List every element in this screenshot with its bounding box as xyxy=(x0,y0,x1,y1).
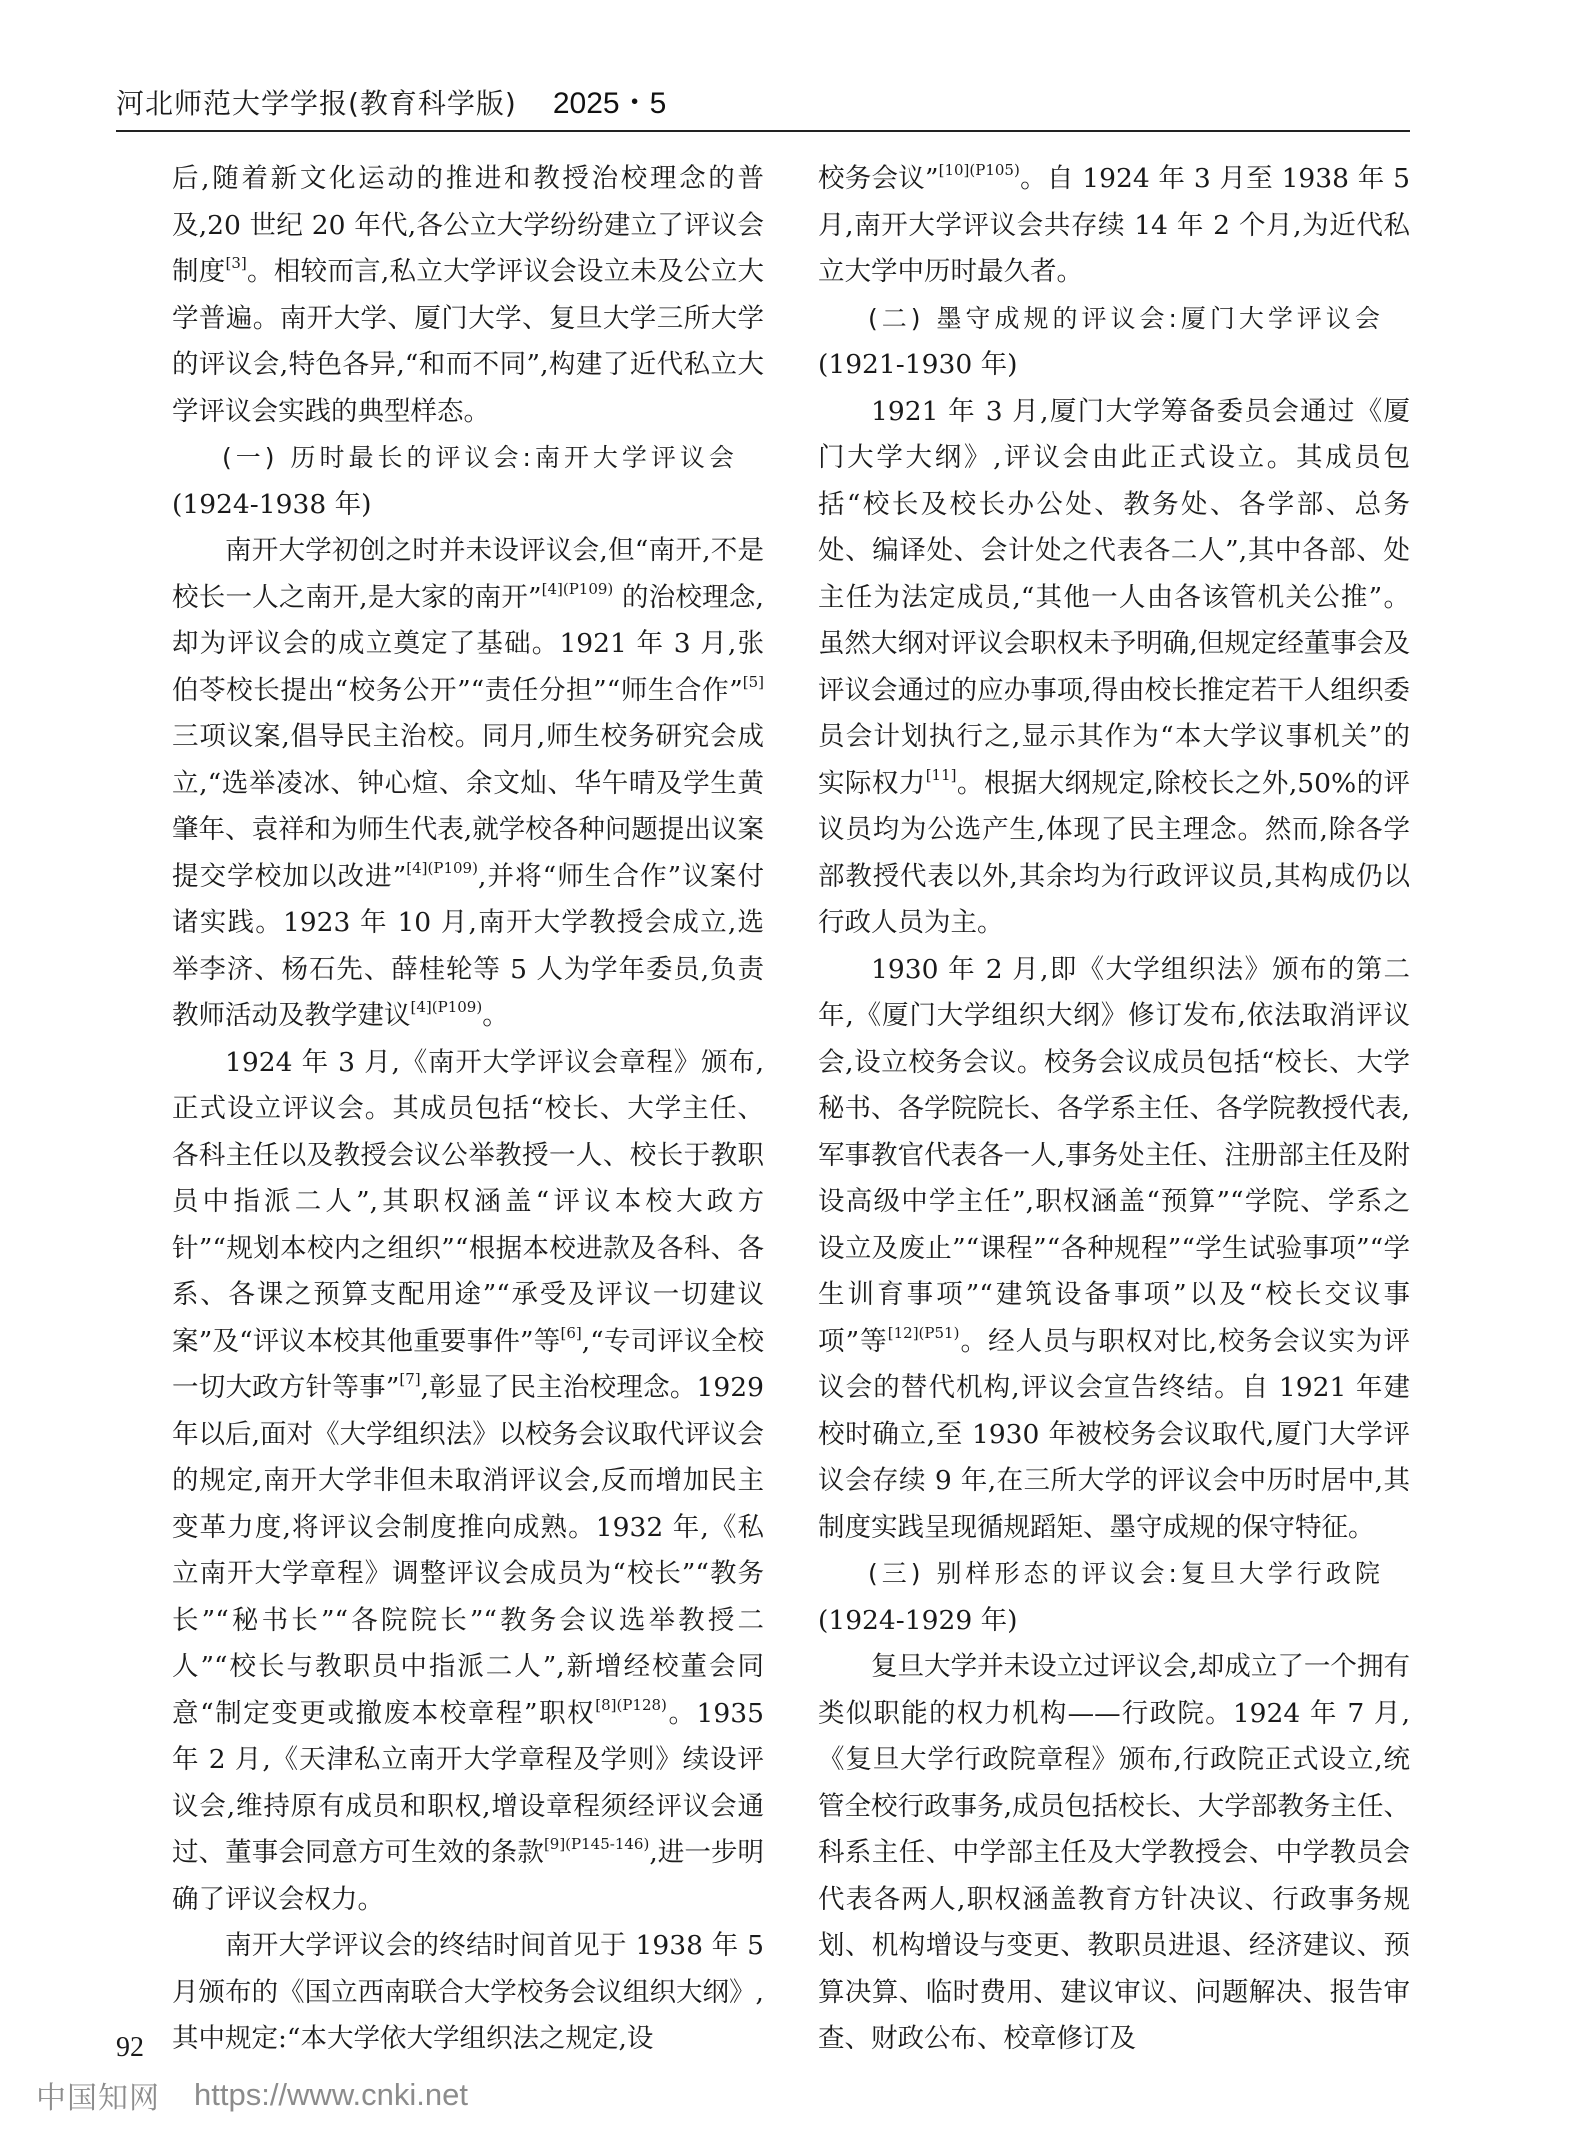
paragraph-text: 三项议案,倡导民主治校。同月,师生校务研究会成立,“选举凌冰、钟心煊、余文灿、华午晴及学生黄肇年、袁祥和为师生代表,就学校各种问题提出议案提交学校加以改进” xyxy=(172,721,764,892)
paragraph xyxy=(172,1923,764,2063)
paragraph-text: 。 xyxy=(482,1000,509,1031)
paragraph-text: ,并将“师生合作”议案付诸实践。1923 年 10 月,南开大学教授会成立,选举李济、杨石先、薛桂轮等 5 人为学年委员,负责教师活动及教学建议 xyxy=(172,860,764,1031)
paragraph-text: ,进一步明确了评议会权力。 xyxy=(172,1837,765,1915)
paragraph-text: 1930 年 2 月,即《大学组织法》颁布的第二年,《厦门大学组织大纲》修订发布,依法取消评议会,设立校务会议。校务会议成员包括“校长、大学秘书、各学院院长、各学系主任、各学院教授代表,军事教官代表各一人,事务处主任、注册部主任及附设高级中学主任”,职权涵盖“预算”“学院、学系之设立及废止”“课程”“各种规程”“学生试验事项”“学生训育事项”“建筑设备事项”以及“校长交议事项”等 xyxy=(818,953,1410,1357)
section-heading-years: (1924-1929 年) xyxy=(818,1604,1018,1636)
paragraph-text: 校务会议” xyxy=(818,163,939,194)
section-heading-fudan: (三) 别样形态的评议会:复旦大学行政院 xyxy=(868,1559,1384,1588)
paragraph-text: 的治校理念,却为评议会的成立奠定了基础。1921 年 3 月,张伯苓校长提出“校务公开”“责任分担”“师生合作” xyxy=(172,581,764,706)
citation: [4](P109) xyxy=(410,998,483,1016)
paragraph xyxy=(172,1040,764,1924)
watermark-logo-text: 中国知网 xyxy=(36,2081,160,2116)
section-heading-nankai: (一) 历时最长的评议会:南开大学评议会 xyxy=(222,443,738,472)
citation: [8](P128) xyxy=(595,1695,667,1714)
journal-issue: 2025・5 xyxy=(552,87,667,120)
paragraph-text: 。相较而言,私立大学评议会设立未及公立大学普遍。南开大学、厦门大学、复旦大学三所大学的评议会,特色各异,“和而不同”,构建了近代私立大学评议会实践的典型样态。 xyxy=(172,256,764,427)
paragraph-text: 。1935 年 2 月,《天津私立南开大学章程及学则》续设评议会,维持原有成员和职权,增设章程须经评议会通过、董事会同意方可生效的条款 xyxy=(172,1697,764,1868)
paragraph xyxy=(818,1644,1410,2063)
paragraph-text: 。经人员与职权对比,校务会议实为评议会的替代机构,评议会宣告终结。自 1921 年建校时确立,至 1930 年被校务会议取代,厦门大学评议会存续 9 年,在三所大学的评议会中历时居中,其制度实践呈现循规蹈矩、墨守成规的保守特征。 xyxy=(818,1325,1410,1543)
watermark-url: https://www.cnki.net xyxy=(194,2077,468,2112)
section-heading-xiamen: (二) 墨守成规的评议会:厦门大学评议会 xyxy=(868,303,1384,333)
running-header xyxy=(116,80,1410,132)
cnki-watermark xyxy=(36,2073,468,2117)
paragraph-text: 南开大学初创之时并未设评议会,但“南开,不是校长一人之南开,是大家的南开” xyxy=(172,535,764,613)
citation: [4](P109) xyxy=(541,579,614,598)
paragraph-text: ,彰显了民主治校理念。1929 年以后,面对《大学组织法》以校务会议取代评议会的规定,南开大学非但未取消评议会,反而增加民主变革力度,将评议会制度推向成熟。1932 年,《私立南开大学章程》调整评议会成员为“校长”“教务长”“秘书长”“各院院长”“教务会议选举教授二人”“校长与教职员中指派二人”,新增经校董会同意“制定变更或撤废本校章程”职权 xyxy=(172,1372,764,1729)
paragraph xyxy=(172,528,764,1040)
citation: [6] xyxy=(560,1323,582,1342)
citation: [3] xyxy=(225,254,247,272)
paragraph-text: 南开大学评议会的终结时间首见于 1938 年 5 月颁布的《国立西南联合大学校务会议组织大纲》,其中规定:“本大学依大学组织法之规定,设 xyxy=(172,1930,764,2054)
paragraph-text: 复旦大学并未设立过评议会,却成立了一个拥有类似职能的权力机构——行政院。1924 年 7 月,《复旦大学行政院章程》颁布,行政院正式设立,统管全校行政事务,成员包括校长、大学部教务主任、科系主任、中学部主任及大学教授会、中学教员会代表各两人,职权涵盖教育方针决议、行政事务规划、机构增设与变更、教职员进退、经济建议、预算决算、临时费用、建议审议、问题解决、报告审查、财政公布、校章修订及 xyxy=(818,1651,1410,2054)
citation: [4](P109) xyxy=(406,858,478,877)
paragraph-text: 。自 1924 年 3 月至 1938 年 5 月,南开大学评议会共存续 14 年 2 个月,为近代私立大学中历时最久者。 xyxy=(818,163,1410,287)
citation: [11] xyxy=(925,765,957,784)
paragraph xyxy=(818,947,1410,1552)
paragraph-text: 后,随着新文化运动的推进和教授治校理念的普及,20 世纪 20 年代,各公立大学纷纷建立了评议会制度 xyxy=(172,163,764,287)
left-column xyxy=(172,156,764,2063)
section-heading-years: (1921-1930 年) xyxy=(818,349,1018,380)
paragraph-text: ,“专司评议全校一切大政方针等事” xyxy=(172,1325,764,1403)
citation: [10](P105) xyxy=(938,161,1020,179)
page-number: 92 xyxy=(116,2032,144,2063)
citation: [12](P51) xyxy=(887,1323,960,1342)
journal-title: 河北师范大学学报(教育科学版) xyxy=(116,87,517,120)
paragraph-text: 。根据大纲规定,除校长之外,50%的评议员均为公选产生,体现了民主理念。然而,除各学部教授代表以外,其余均为行政评议员,其构成仍以行政人员为主。 xyxy=(818,767,1411,938)
paragraph xyxy=(172,156,764,435)
citation: [7] xyxy=(399,1370,421,1388)
paragraph-text: 1924 年 3 月,《南开大学评议会章程》颁布,正式设立评议会。其成员包括“校长、大学主任、各科主任以及教授会议公举教授一人、校长于教职员中指派二人”,其职权涵盖“评议本校大政方针”“规划本校内之组织”“根据本校进款及各科、各系、各课之预算支配用途”“承受及评议一切建议案”及“评议本校其他重要事件”等 xyxy=(172,1046,764,1357)
right-column xyxy=(818,156,1410,2063)
citation: [9](P145-146) xyxy=(543,1835,650,1853)
section-heading-years: (1924-1938 年) xyxy=(172,488,372,520)
paragraph xyxy=(818,389,1410,947)
citation: [5] xyxy=(742,672,764,691)
paragraph xyxy=(818,156,1410,296)
paragraph-text: 1921 年 3 月,厦门大学筹备委员会通过《厦门大学大纲》,评议会由此正式设立。其成员包括“校长及校长办公处、教务处、各学部、总务处、编译处、会计处之代表各二人”,其中各部、处主任为法定成员,“其他一人由各该管机关公推”。虽然大纲对评议会职权未予明确,但规定经董事会及评议会通过的应办事项,得由校长推定若干人组织委员会计划执行之,显示其作为“本大学议事机关”的实际权力 xyxy=(818,395,1410,799)
